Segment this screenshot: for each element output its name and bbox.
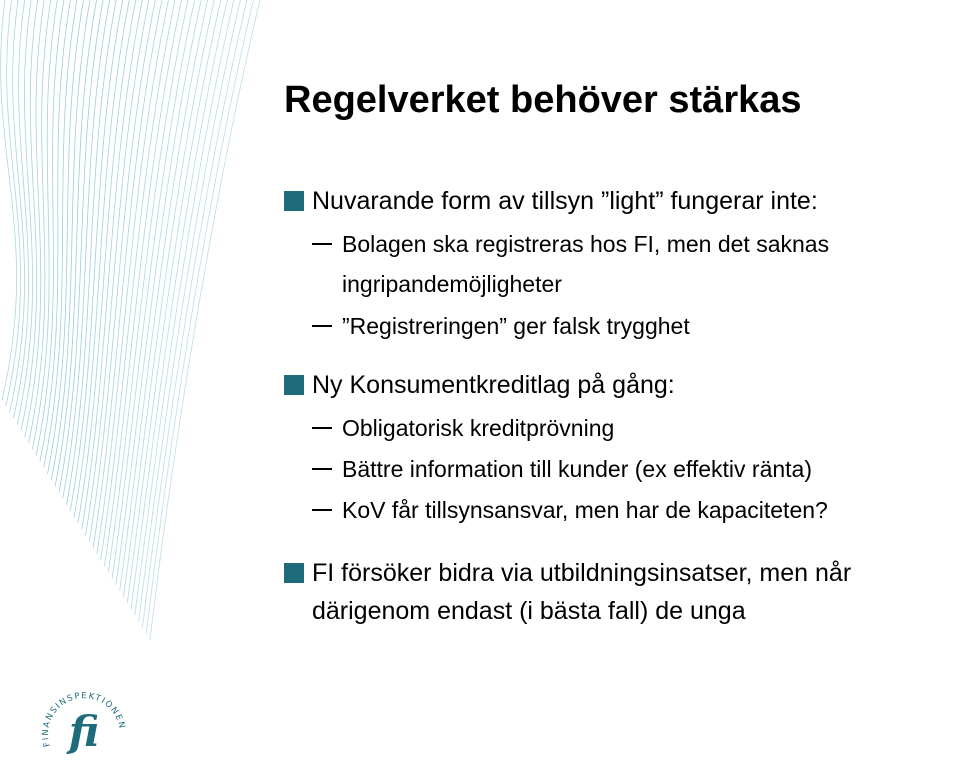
bullet-square-icon [284,563,304,583]
dash-icon [312,427,332,429]
bullet-3: FI försöker bidra via utbildningsinsatser, men når därigenom endast (i bästa fall) de unga [284,554,851,630]
slide-title: Regelverket behöver stärkas [284,79,802,121]
dash-icon [312,468,332,470]
sub-bullet-2-3: KoV får tillsynsansvar, men har de kapaciteten? [312,490,828,530]
bullet-square-icon [284,375,304,395]
logo-ring-text: FINANSINSPEKTIONEN [40,691,127,748]
bullet-square-icon [284,191,304,211]
logo-fi-mark: fi [68,707,100,756]
dash-icon [312,325,332,327]
finansinspektionen-logo [36,680,132,764]
dash-icon [312,243,332,245]
bullet-1: Nuvarande form av tillsyn ”light” fungerar inte: [284,182,818,220]
bullet-2: Ny Konsumentkreditlag på gång: [284,366,675,404]
sub-bullet-2-1: Obligatorisk kreditprövning [312,408,614,448]
dash-icon [312,509,332,511]
sub-bullet-2-2: Bättre information till kunder (ex effektiv ränta) [312,449,812,489]
sub-bullet-1-1: Bolagen ska registreras hos FI, men det saknas ingripandemöjligheter [312,224,829,304]
sub-bullet-1-2: ”Registreringen” ger falsk trygghet [312,306,690,346]
